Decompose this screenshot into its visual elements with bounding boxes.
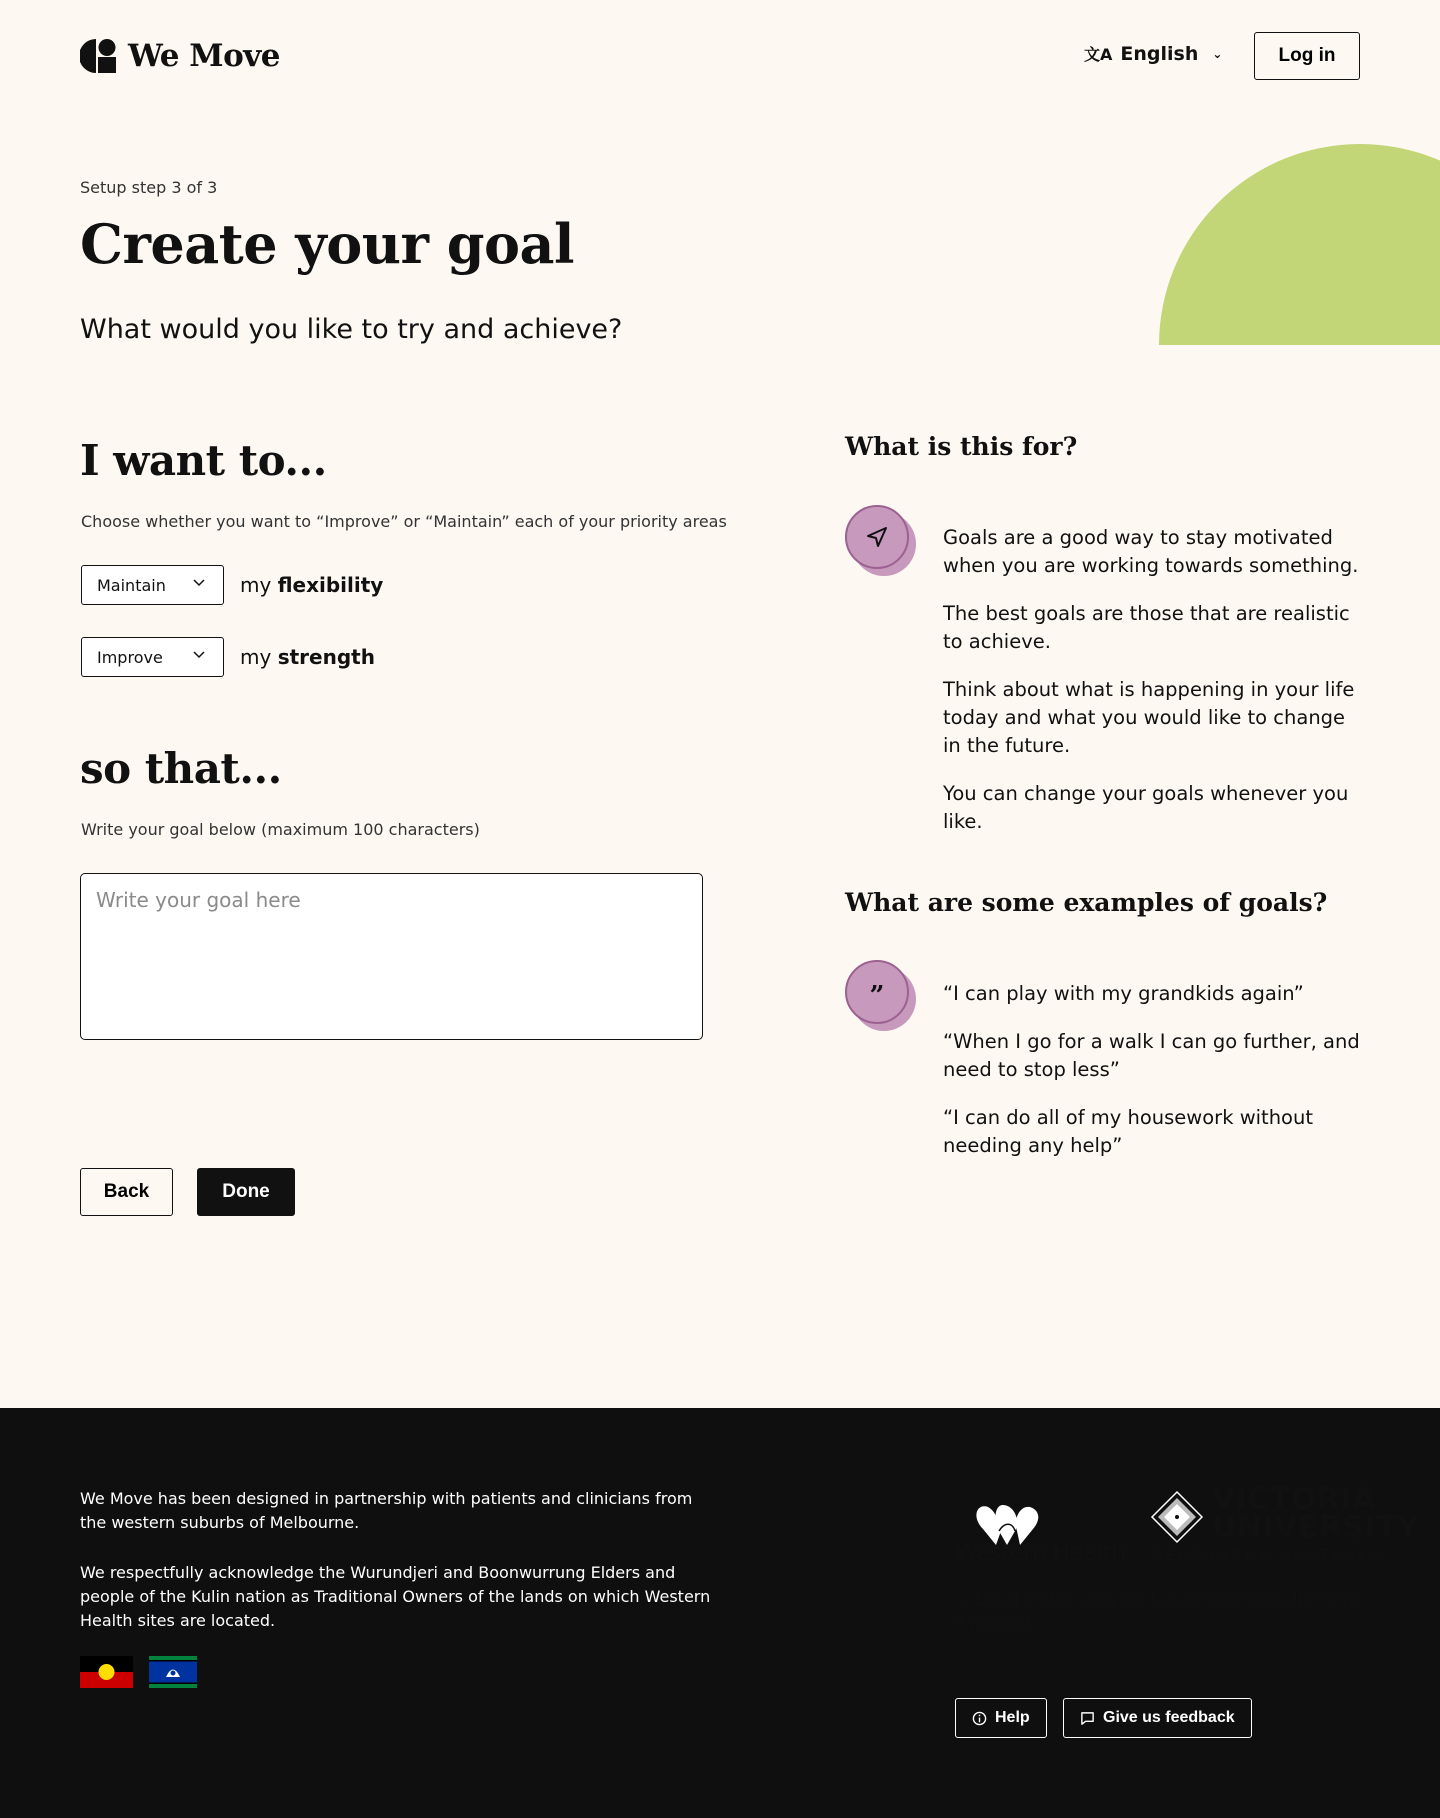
we-move-logo-icon: [80, 39, 116, 73]
victoria-university-logo-icon: [1150, 1490, 1204, 1544]
setup-step-indicator: Setup step 3 of 3: [80, 178, 218, 197]
example-goal: “I can play with my grandkids again”: [943, 982, 1304, 1005]
partnership-text: We Move has been designed in partnership with patients and clinicians from the western suburbs of Melbourne.: [80, 1489, 693, 1532]
done-button[interactable]: Done: [197, 1168, 295, 1216]
priority-prefix: my: [240, 573, 272, 597]
purpose-paragraph: You can change your goals whenever you like.: [943, 782, 1349, 833]
western-health-name: Western Health: [955, 1540, 1126, 1566]
vu-line1: VICTORIA: [1212, 1482, 1376, 1517]
priority-flexibility: [240, 573, 383, 597]
priority-strength: [240, 645, 375, 669]
message-square-icon: [1080, 1711, 1095, 1726]
language-label: English: [1120, 42, 1199, 65]
purpose-badge: [845, 505, 917, 577]
example-goal: “I can do all of my housework without needing any help”: [943, 1106, 1313, 1157]
legal-statement: © Legal and/or copyright statement included here if needed.: [955, 1590, 1359, 1633]
info-circle-icon: [972, 1711, 987, 1726]
vu-line2: UNIVERSITY: [1212, 1510, 1420, 1545]
strength-select[interactable]: [81, 637, 224, 677]
help-button[interactable]: [955, 1698, 1047, 1738]
page-subtitle: What would you like to try and achieve?: [80, 314, 623, 345]
victoria-university-subtitle: MELBOURNE AUSTRALIA: [1150, 1546, 1390, 1564]
chevron-down-icon: [193, 576, 205, 588]
aboriginal-flag-icon: [80, 1656, 133, 1688]
victoria-university-name: [1212, 1482, 1420, 1545]
page-title: Create your goal: [80, 212, 575, 276]
examples-heading: What are some examples of goals?: [845, 888, 1328, 917]
language-selector[interactable]: [1084, 42, 1222, 65]
strength-select-value: Improve: [97, 647, 163, 667]
feedback-button[interactable]: [1063, 1698, 1252, 1738]
examples-badge: [845, 960, 917, 1032]
priority-area: flexibility: [277, 573, 384, 597]
flexibility-select[interactable]: [81, 565, 224, 605]
want-hint: Choose whether you want to “Improve” or “Maintain” each of your priority areas: [81, 512, 727, 531]
purpose-paragraph: The best goals are those that are realistic to achieve.: [943, 602, 1350, 653]
site-header: [0, 0, 1440, 112]
priority-area: strength: [277, 645, 375, 669]
feedback-label: Give us feedback: [1103, 1709, 1235, 1726]
chevron-down-icon: [193, 648, 205, 660]
navigation-arrow-icon: [865, 525, 889, 549]
decorative-semicircle: [1159, 140, 1440, 346]
translate-icon: 文A: [1084, 45, 1113, 64]
purpose-heading: What is this for?: [845, 432, 1078, 461]
acknowledgement-text: We respectfully acknowledge the Wurundjeri and Boonwurrung Elders and people of the Kulin nation as Traditional Owners of the lands on which Western Health sites are located.: [80, 1563, 711, 1630]
login-button[interactable]: Log in: [1254, 32, 1360, 80]
chevron-down-icon: ⌄: [1212, 46, 1223, 61]
priority-prefix: my: [240, 645, 272, 669]
sothat-heading: so that...: [80, 744, 282, 793]
purpose-paragraph: Think about what is happening in your life today and what you would like to change in the future.: [943, 678, 1355, 757]
flexibility-select-value: Maintain: [97, 575, 166, 595]
brand-logo[interactable]: [80, 38, 280, 74]
goal-textarea[interactable]: [80, 873, 703, 1040]
quote-icon: ”: [869, 981, 885, 1011]
brand-name: We Move: [128, 38, 281, 74]
back-button[interactable]: Back: [80, 1168, 173, 1216]
sothat-hint: Write your goal below (maximum 100 characters): [81, 820, 480, 839]
example-goal: “When I go for a walk I can go further, and need to stop less”: [943, 1030, 1360, 1081]
purpose-paragraph: Goals are a good way to stay motivated when you are working towards something.: [943, 526, 1359, 577]
torres-strait-islander-flag-icon: [149, 1656, 197, 1688]
want-heading: I want to...: [80, 436, 327, 485]
help-label: Help: [995, 1709, 1030, 1726]
